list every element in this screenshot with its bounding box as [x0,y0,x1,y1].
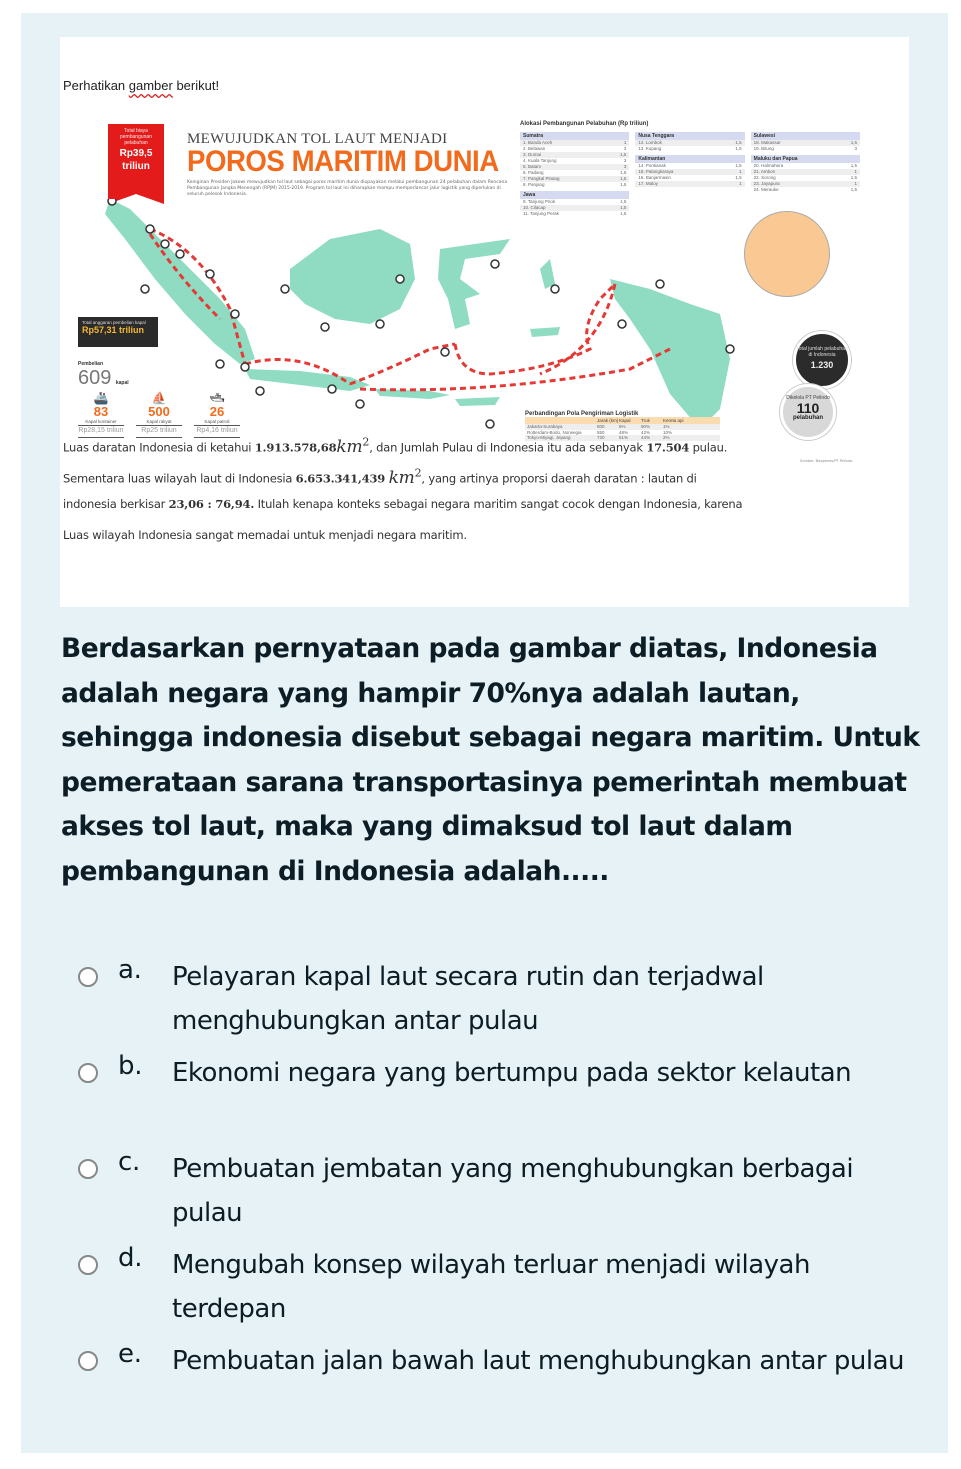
answer-options [76,951,936,1431]
ship-purchase: Pembelian 609 kapal [78,361,129,389]
tol-laut-infographic [70,99,905,463]
figure-text-line3: indonesia berkisar 23,06 : 76,94. Itulah kenapa konteks sebagai negara maritim sangat cocok dengan Indonesia, karena [63,497,743,511]
figure-text-line4: Luas wilayah Indonesia sangat memadai untuk menjadi negara maritim. [63,528,467,542]
infographic-description: Keinginan Presiden Jokowi mewujudkan tol laut sebagai poros maritim dunia diupayakan melalui pembangunan 24 pelabuhan dalam Rencana Pembangunan Jangka Menengah (RPJM) 2015-2019. Program tol laut ini diharapkan mampu memperlancar jalur logistik yang diperlukan di seluruh pelosok Indonesia. [187,180,508,197]
radio-button-d[interactable] [78,1255,98,1275]
ship-rakyat: ⛵ 500 Kapal rakyat Rp25 triliun [136,391,182,438]
radio-button-c[interactable] [78,1159,98,1179]
sailboat-icon: ⛵ [151,391,167,405]
option-b[interactable]: b. Ekonomi negara yang bertumpu pada sektor kelautan [76,1047,936,1143]
figure-text-line1: Luas daratan Indonesia di ketahui $1.913.578,68km^2$, dan Jumlah Pulau di Indonesia itu ada sebanyak 17.504 pulau. [63,435,728,457]
question-text: Berdasarkan pernyataan pada gambar diatas, Indonesia adalah negara yang hampir 70%nya adalah lautan, sehingga indonesia disebut sebagai negara maritim. Untuk pemerataan sarana transportasinya pemerintah membuat akses tol laut, maka yang dimaksud tol laut dalam pembangunan di Indonesia adalah..... [61,633,920,887]
option-e[interactable]: e. Pembuatan jalan bawah laut menghubungkan antar pulau [76,1335,936,1431]
option-d[interactable]: d. Mengubah konsep wilayah terluar menjadi wilayah terdepan [76,1239,936,1335]
cargo-ship-icon: 🚢 [93,391,109,405]
infographic-title-line1: MEWUJUDKAN TOL LAUT MENJADI [187,131,448,147]
infographic-title-line2: POROS MARITIM DUNIA [187,145,499,178]
ribbon-total-cost: Total biaya pembangunan pelabuhan Rp39,5 triliun [108,124,164,194]
spellcheck-word: gamber [128,78,173,93]
total-ports-badge: Total jumlah pelabuhan di Indonesia 1.230 [793,331,851,389]
ship-patroli: 🛥 26 Kapal patroli Rp4,16 triliun [194,391,240,438]
port-allocation-table: Alokasi Pembangunan Pelabuhan (Rp triliun) Sumatra 1. Banda Aceh 1 2. Belawan 3 3. Dumai 1,5 4. Kuala Tanjung 3 5. Batam 3 6. Padang 1,5 7. Pangkal Pinang 1,5 8. Panjang 1,5 Jawa 9. Tanjung Priok 1,5 10. Cilacap 1,5 11. Tanjung Perak 1,5 Nusa Tenggara 12. Lombok 1,5 13. Kupang 1,5 Kalimantan 14. Pontianak 1,5 15. Palangkaraya 1 16. Banjarmasin 1,5 17. Maloy 1 Sulawesi 18. Makassar 1,5 19. Bitung 3 Maluku dan Papua 20. Halmahera 1,5 21. Ambon 1 22. Sorong 1,5 23. Jayapura 1 24. Merauke 1,5 [520,121,860,217]
option-a[interactable]: a. Pelayaran kapal laut secara rutin dan terjadwal menghubungkan antar pulau [76,951,936,1047]
ship-types [78,391,240,438]
ship-budget-box: Total anggaran pembelian kapal Rp57,31 triliun [78,317,158,347]
radio-button-e[interactable] [78,1351,98,1371]
question-figure [60,37,909,607]
globe-inset-icon [744,211,830,297]
radio-button-a[interactable] [78,967,98,987]
question-card [21,13,948,1453]
logistics-comparison-table: Perbandingan Pola Pengiriman Logistik Jarak (km) Kapal Truk Kereta api Jakarta-Surabaya 800 6% 90% 1% Rotterdam-Bodo, Norwegia 550 48% 42% 10% Tokyo-Miyagi, Jepang 720 51% 44% 2% [525,411,720,441]
radio-button-b[interactable] [78,1063,98,1083]
patrol-boat-icon: 🛥 [209,391,225,405]
figure-text-line2: Sementara luas wilayah laut di Indonesia 6.653.341,439 $km^2$, yang artinya proporsi daerah daratan : lautan di [63,466,697,488]
figure-intro: Perhatikan gamber berikut! [63,78,220,93]
infographic-source: Sumber: Bappenas/PT Pelindo [800,459,853,463]
option-c[interactable]: c. Pembuatan jembatan yang menghubungkan berbagai pulau [76,1143,936,1239]
ship-container: 🚢 83 Kapal kontainer Rp28,15 triliun [78,391,124,438]
pelindo-ports-badge: Dikelola PT Pelindo 110 pelabuhan [780,384,836,440]
